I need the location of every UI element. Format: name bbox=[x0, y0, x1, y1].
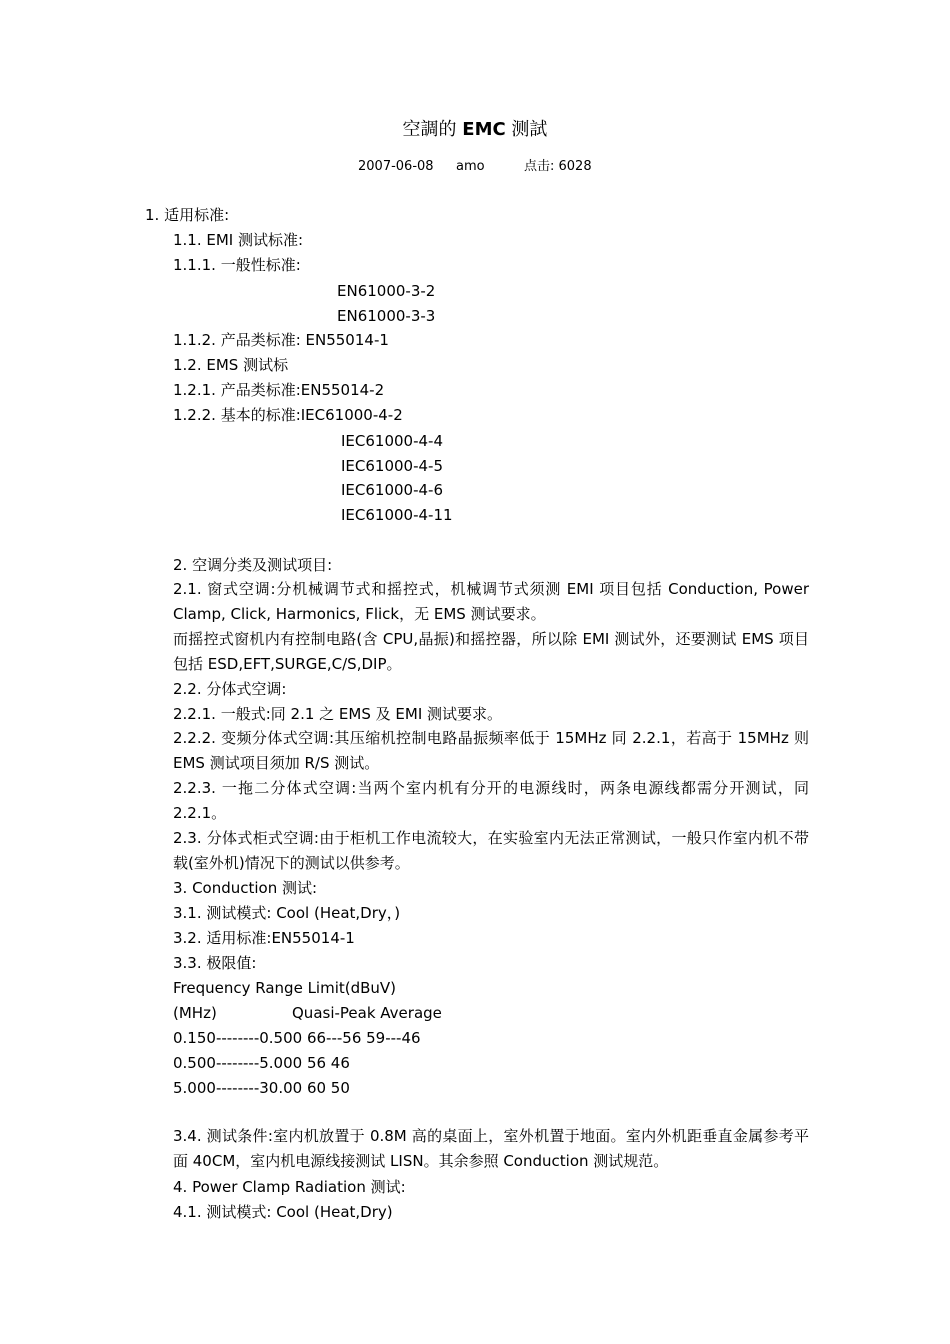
limit-table-unit: (MHz) bbox=[173, 1004, 217, 1022]
section-2-3-paragraph: 2.3. 分体式柜式空调:由于柜机工作电流较大，在实验室内无法正常测试，一般只作室内机不带载(室外机)情况下的测试以供参考。 bbox=[173, 829, 809, 872]
standard-item: IEC61000-4-4 bbox=[341, 432, 444, 450]
limit-table-header: Frequency Range Limit(dBuV) bbox=[173, 979, 397, 997]
section-4-heading: 4. Power Clamp Radiation 测试: bbox=[173, 1178, 406, 1196]
standard-item: EN61000-3-2 bbox=[337, 282, 436, 300]
section-2-2-heading: 2.2. 分体式空调: bbox=[173, 680, 287, 698]
limit-table-row: 5.000--------30.00 60 50 bbox=[173, 1079, 350, 1097]
author-name: amo bbox=[456, 159, 485, 174]
document-title bbox=[0, 118, 950, 142]
section-4-1-line: 4.1. 测试模式: Cool (Heat,Dry) bbox=[173, 1203, 393, 1221]
section-3-heading: 3. Conduction 测试: bbox=[173, 879, 318, 897]
section-2-2-2-paragraph: 2.2.2. 变频分体式空调:其压缩机控制电路晶振频率低于 15MHz 同 2.2.1，若高于 15MHz 则 EMS 测试项目须加 R/S 测试。 bbox=[173, 729, 809, 772]
section-1-1-1-heading: 1.1.1. 一般性标准: bbox=[173, 256, 301, 274]
section-2-2-1-line: 2.2.1. 一般式:同 2.1 之 EMS 及 EMI 测试要求。 bbox=[173, 705, 503, 723]
standard-item: IEC61000-4-11 bbox=[341, 506, 453, 524]
publish-date: 2007-06-08 bbox=[358, 159, 434, 174]
section-3-2-line: 3.2. 适用标准:EN55014-1 bbox=[173, 929, 355, 947]
section-1-2-heading: 1.2. EMS 测试标 bbox=[173, 356, 289, 374]
section-1-1-heading: 1.1. EMI 测试标准: bbox=[173, 231, 304, 249]
section-3-1-line: 3.1. 测试模式: Cool (Heat,Dry，) bbox=[173, 904, 401, 922]
section-2-1-paragraph: 2.1. 窗式空调:分机械调节式和摇控式，机械调节式须测 EMI 项目包括 Conduction, Power Clamp, Click, Harmonics, Flick，无 EMS 测试要求。 bbox=[173, 580, 809, 623]
section-2-2-3-paragraph: 2.2.3. 一拖二分体式空调:当两个室内机有分开的电源线时，两条电源线都需分开测试，同 2.2.1。 bbox=[173, 779, 809, 822]
section-3-3-heading: 3.3. 极限值: bbox=[173, 954, 257, 972]
hit-count: 点击: 6028 bbox=[524, 159, 592, 174]
section-1-heading: 1. 适用标准: bbox=[145, 206, 230, 224]
title-prefix: 空調的 bbox=[402, 119, 463, 140]
standard-item: IEC61000-4-6 bbox=[341, 481, 444, 499]
section-2-heading: 2. 空调分类及测试项目: bbox=[173, 556, 333, 574]
title-bold: EMC bbox=[462, 119, 506, 140]
section-3-4-paragraph: 3.4. 测试条件:室内机放置于 0.8M 高的桌面上，室外机置于地面。室内外机距垂直金属参考平面 40CM，室内机电源线接测试 LISN。其余参照 Conduction 测试规范。 bbox=[173, 1127, 809, 1170]
section-1-1-2-line: 1.1.2. 产品类标准: EN55014-1 bbox=[173, 331, 389, 349]
standard-item: IEC61000-4-5 bbox=[341, 457, 444, 475]
title-suffix: 测試 bbox=[505, 119, 548, 140]
section-2-1-paragraph-continued: 而摇控式窗机内有控制电路(含 CPU,晶振)和摇控器，所以除 EMI 测试外，还要测试 EMS 项目包括 ESD,EFT,SURGE,C/S,DIP。 bbox=[173, 630, 809, 673]
limit-table-row: 0.500--------5.000 56 46 bbox=[173, 1054, 350, 1072]
section-1-2-1-line: 1.2.1. 产品类标准:EN55014-2 bbox=[173, 381, 385, 399]
standard-item: EN61000-3-3 bbox=[337, 307, 436, 325]
limit-table-row: 0.150--------0.500 66---56 59---46 bbox=[173, 1029, 421, 1047]
limit-table-columns: Quasi-Peak Average bbox=[292, 1004, 442, 1022]
section-1-2-2-line: 1.2.2. 基本的标准:IEC61000-4-2 bbox=[173, 406, 403, 424]
